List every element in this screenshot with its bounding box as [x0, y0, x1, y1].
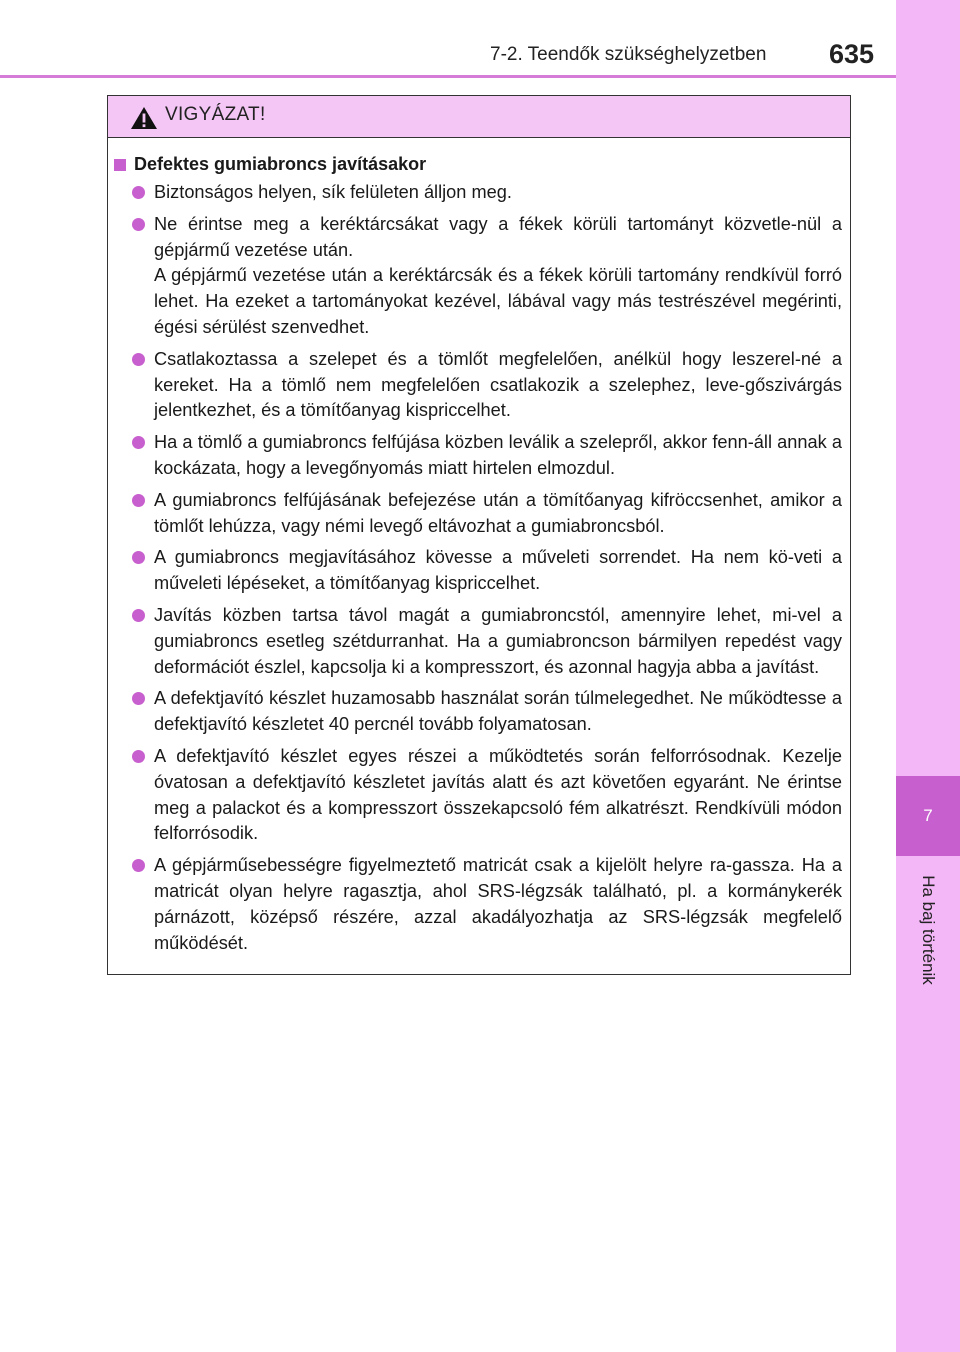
list-item-text: A defektjavító készlet huzamosabb használat során túlmelegedhet. Ne működtesse a defektjavító készletet 40 percnél tovább folyamatosan. — [154, 688, 842, 735]
list-item — [132, 347, 842, 424]
round-bullet-icon — [132, 551, 145, 564]
list-item — [132, 603, 842, 680]
list-item — [132, 430, 842, 482]
list-item-text: Csatlakoztassa a szelepet és a tömlőt megfelelően, anélkül hogy leszerel-né a kereket. Ha a tömlő nem megfelelően csatlakozik a szelephez, leve-gőszivárgás jelentkezhet, és a tömítőanyag kispriccelhet. — [154, 348, 842, 421]
section-heading-text: Defektes gumiabroncs javításakor — [134, 154, 427, 174]
list-item — [132, 212, 842, 341]
list-item-text: Ha a tömlő a gumiabroncs felfújása közben leválik a szelepről, akkor fenn-áll annak a kockázata, hogy a levegőnyomás miatt hirtelen elmozdul. — [154, 432, 842, 478]
list-item-text: Biztonságos helyen, sík felületen álljon meg. — [154, 182, 512, 202]
list-item — [132, 853, 842, 956]
round-bullet-icon — [132, 750, 145, 763]
list-item — [132, 488, 842, 540]
warning-items-list — [132, 180, 842, 962]
warning-triangle-icon — [130, 106, 158, 130]
list-item — [132, 744, 842, 847]
list-item-text: A defektjavító készlet egyes részei a működtetés során felforrósodnak. Kezelje óvatosan a defektjavító készletet javítás alatt és azt követően egyaránt. Ne érintse meg a palackot és a kompresszort összekapcsoló fém alkatrészt. Rendkívüli módon felforrósodik. — [154, 745, 842, 844]
chapter-side-tab — [896, 0, 960, 1352]
list-item — [132, 686, 842, 738]
round-bullet-icon — [132, 186, 145, 199]
round-bullet-icon — [132, 692, 145, 705]
round-bullet-icon — [132, 353, 145, 366]
square-bullet-icon — [114, 159, 126, 171]
list-item — [132, 545, 842, 597]
chapter-side-label-text: Ha baj történik — [919, 875, 938, 985]
list-item-text: A gumiabroncs megjavításához kövesse a műveleti sorrendet. Ha nem kö-veti a műveleti lépéseket, a tömítőanyag kispriccelhet. — [154, 547, 842, 594]
chapter-number-box — [896, 776, 960, 856]
list-item-text: A gépjárműsebességre figyelmeztető matricát csak a kijelölt helyre ra-gassza. Ha a matricát olyan helyre ragasztja, ahol SRS-légzsák található, pl. a kormánykerék párnázott, középső részére, azzal akadályozhatja az SRS-légzsák megfelelő működését. — [154, 855, 842, 953]
warning-title: VIGYÁZAT! — [165, 104, 266, 125]
round-bullet-icon — [132, 436, 145, 449]
header-divider — [0, 75, 896, 78]
warning-header — [108, 96, 850, 138]
list-item — [132, 180, 842, 206]
round-bullet-icon — [132, 609, 145, 622]
list-item-text: A gumiabroncs felfújásának befejezése után a tömítőanyag kifröccsenhet, amikor a tömlőt lehúzza, vagy némi levegő eltávozhat a gumiabroncsból. — [154, 489, 842, 536]
round-bullet-icon — [132, 218, 145, 231]
chapter-number: 7 — [923, 806, 933, 825]
list-item-text: Ne érintse meg a keréktárcsákat vagy a fékek körüli tartományt közvetle-nül a gépjármű vezetése után. A gépjármű vezetése után a keréktárcsák és a fékek körüli tartomány rendkívül forró lehet. Ha ezeket a tartományokat kezével, lábával vagy más testrészével megérinti, égési sérülést szenvedhet. — [154, 213, 842, 337]
round-bullet-icon — [132, 494, 145, 507]
list-item-text: Javítás közben tartsa távol magát a gumiabroncstól, amennyire lehet, mi-vel a gumiabroncs esetleg szétdurranhat. Ha a gumiabroncson bármilyen repedést vagy deformációt észlel, kapcsolja ki a kompresszort, és azonnal hagyja abba a javítást. — [154, 604, 842, 677]
page-number: 635 — [829, 39, 875, 69]
round-bullet-icon — [132, 859, 145, 872]
section-heading — [114, 154, 426, 175]
warning-box — [107, 95, 851, 975]
section-header-title: 7-2. Teendők szükséghelyzetben — [490, 44, 767, 65]
